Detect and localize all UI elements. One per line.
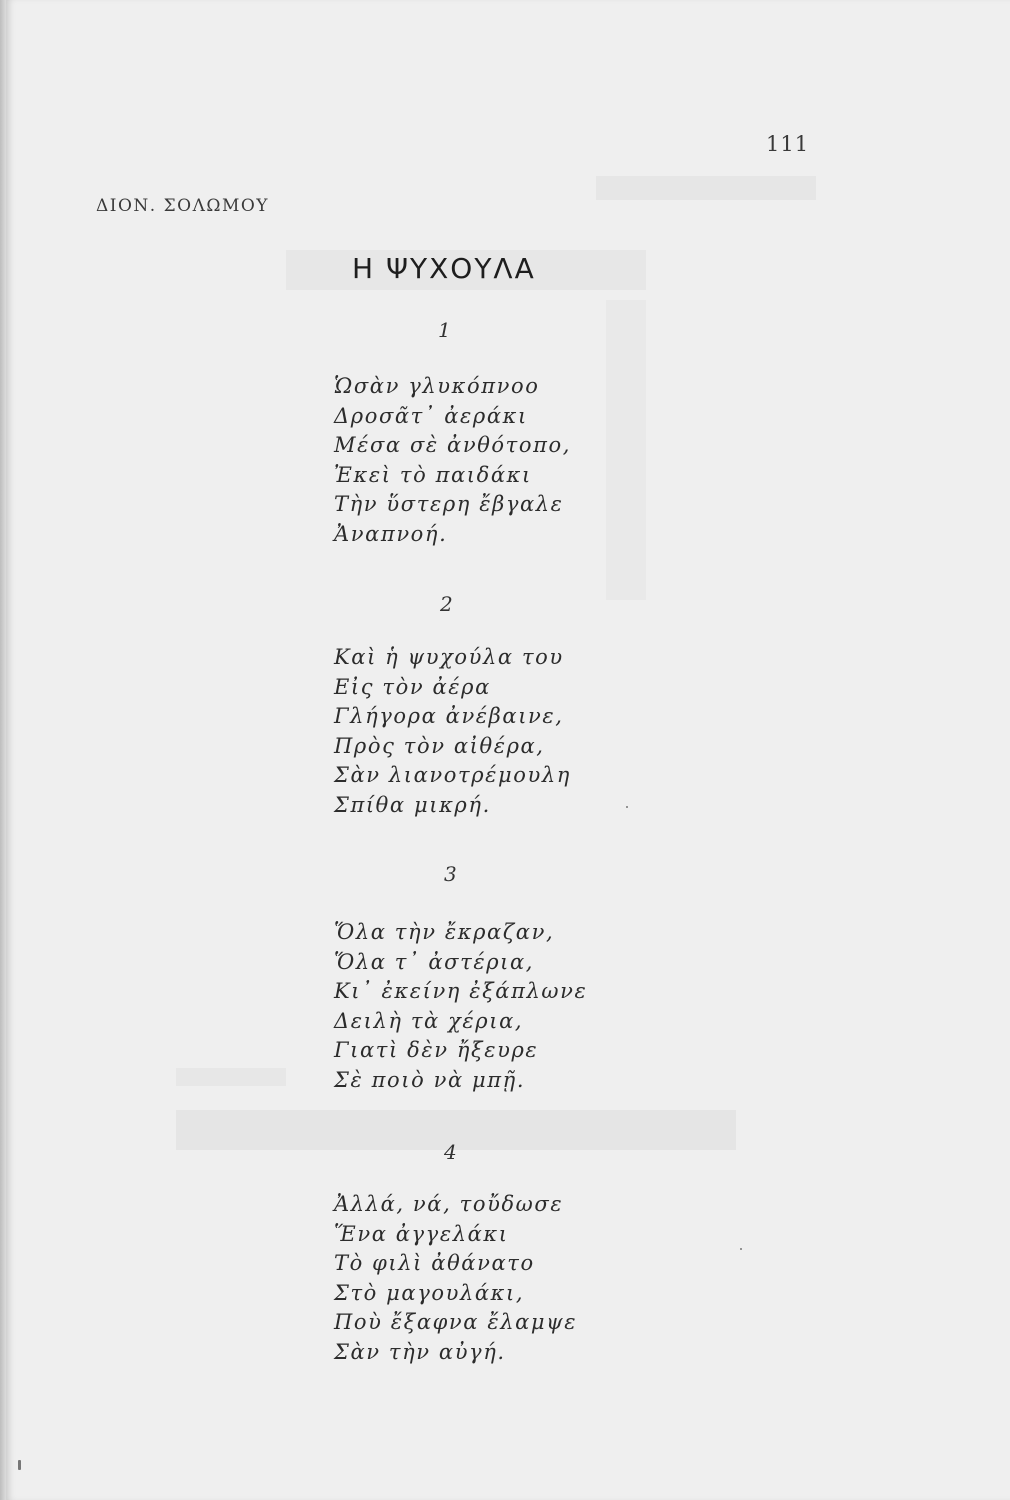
show-through-block-1 <box>596 176 816 200</box>
stanza-number-2: 2 <box>440 592 453 616</box>
page-number: 111 <box>766 132 810 156</box>
verse-line: Ποὺ ἔξαφνα ἔλαμψε <box>334 1310 578 1334</box>
verse-line: Ὡσὰν γλυκόπνοο <box>334 374 540 398</box>
verse-line: Καὶ ἡ ψυχούλα του <box>334 645 564 669</box>
verse-line: Μέσα σὲ ἀνθότοπο, <box>334 433 572 457</box>
verse-line: Σὰν τὴν αὐγή. <box>334 1339 506 1364</box>
stanza-1 <box>334 372 571 549</box>
verse-line: Τὸ φιλὶ ἀθάνατο <box>334 1251 535 1275</box>
stanza-4 <box>334 1190 577 1367</box>
verse-line: Σπίθα μικρή. <box>334 792 491 817</box>
show-through-block-5 <box>176 1068 286 1086</box>
scan-speck <box>18 1460 21 1470</box>
verse-line: Στὸ μαγουλάκι, <box>334 1280 525 1305</box>
scan-speck <box>740 1248 742 1250</box>
verse-line: Σὰν λιανοτρέμουλη <box>334 763 571 787</box>
running-header-author: ΔΙΟΝ. ΣΟΛΩΜΟΥ <box>96 196 270 216</box>
stanza-number-3: 3 <box>444 862 457 886</box>
verse-line: Τὴν ὕστερη ἔβγαλε <box>334 492 564 516</box>
stanza-2 <box>334 643 571 820</box>
verse-line: Δροσᾶτ᾽ ἀεράκι <box>334 403 528 428</box>
book-page <box>6 0 1010 1500</box>
verse-line: Πρὸς τὸν αἰθέρα, <box>334 733 545 758</box>
verse-line: Ὅλα τ᾽ ἀστέρια, <box>334 949 535 974</box>
verse-line: Ἀλλά, νά, τοὔδωσε <box>334 1192 564 1216</box>
verse-line: Γιατὶ δὲν ἤξευρε <box>334 1038 539 1062</box>
poem-title: Η ΨΥΧΟΥΛΑ <box>352 252 536 285</box>
verse-line: Ἀναπνοή. <box>334 521 448 546</box>
verse-line: Ἐκεὶ τὸ παιδάκι <box>334 462 532 487</box>
verse-line: Κι᾽ ἐκείνη ἐξάπλωνε <box>334 979 588 1003</box>
verse-line: Ὅλα τὴν ἔκραζαν, <box>334 920 555 944</box>
verse-line: Εἰς τὸν ἀέρα <box>334 674 491 699</box>
show-through-block-3 <box>606 300 646 600</box>
stanza-number-4: 4 <box>444 1140 457 1164</box>
scan-speck <box>626 806 628 808</box>
verse-line: Ἕνα ἀγγελάκι <box>334 1221 509 1246</box>
verse-line: Δειλὴ τὰ χέρια, <box>334 1008 524 1033</box>
verse-line: Γλήγορα ἀνέβαινε, <box>334 704 564 728</box>
verse-line: Σὲ ποιὸ νὰ μπῇ. <box>334 1067 526 1092</box>
stanza-number-1: 1 <box>438 318 451 342</box>
stanza-3 <box>334 918 587 1095</box>
